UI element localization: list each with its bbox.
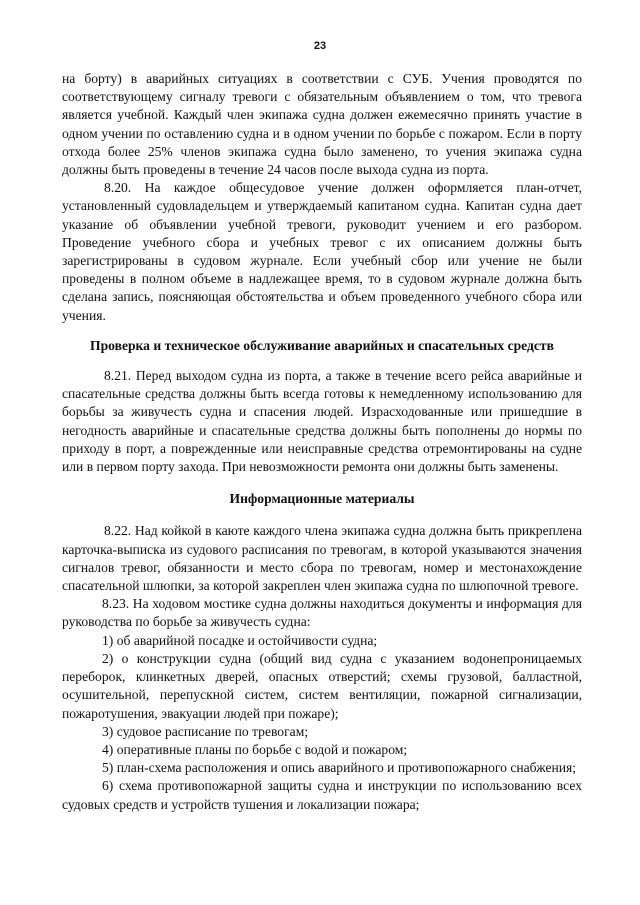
paragraph-8-22: 8.22. Над койкой в каюте каждого члена экипажа судна должна быть прикреплена карточка-выписка из судового расписания по тревогам, в которой указываются значения сигналов тревог, обязанности и место сбора по тревогам, номер и местонахождение спасательной шлюпки, за которой закреплен член экипажа судна по шлюпочной тревоге. (62, 523, 582, 594)
list-item: 1) об аварийной посадке и остойчивости судна; (102, 632, 378, 648)
list-item: 2) о конструкции судна (общий вид судна с указанием водонепроницаемых переборок, клинкетных дверей, опасных отверстий; схемы грузовой, балластной, осушительной, перепускной систем, систем вентиляции, пожарной сигнализации, пожаротушения, эвакуации людей при пожаре); (62, 650, 582, 721)
paragraph-8-20: 8.20. На каждое общесудовое учение должен оформляется план-отчет, установленный судовладельцем и утверждаемый капитаном судна. Капитан судна дает указание об объявлении учебной тревоги, руководит учением и его разбором. Проведение учебного сбора и учебных тревог с их описанием должны быть зарегистрированы в судовом журнале. Если учебный сбор или учение не были проведены в полном объеме в надлежащее время, то в судовом журнале должна быть сделана запись, поясняющая обстоятельства и объем проведенного учебного сбора или учения. (62, 180, 582, 323)
list-item: 4) оперативные планы по борьбе с водой и пожаром; (102, 741, 408, 757)
list-item: 3) судовое расписание по тревогам; (102, 723, 309, 739)
section-heading-inspection: Проверка и техническое обслуживание аварийных и спасательных средств (90, 337, 554, 353)
list-item: 6) схема противопожарной защиты судна и инструкции по использованию всех судовых средств и устройств тушения и локализации пожара; (62, 778, 582, 812)
section-heading-info: Информационные материалы (229, 491, 415, 507)
list-item: 5) план-схема расположения и опись аварийного и противопожарного снабжения; (102, 760, 577, 776)
paragraph-intro: на борту) в аварийных ситуациях в соответствии с СУБ. Учения проводятся по соответствующему сигналу тревоги с обязательным объявлением о том, что тревога является учебной. Каждый член экипажа судна должен ежемесячно принять участие в одном учении по оставлению судна и в одном учении по борьбе с пожаром. Если в порту отхода более 25% членов экипажа судна было заменено, то учения экипажа судна должны быть проведены в течение 24 часов после выхода судна из порта. (62, 71, 582, 178)
paragraph-8-23: 8.23. На ходовом мостике судна должны находиться документы и информация для руководства по борьбе за живучесть судна: (62, 596, 582, 630)
document-body (62, 70, 582, 814)
paragraph-8-21: 8.21. Перед выходом судна из порта, а также в течение всего рейса аварийные и спасательные средства должны быть всегда готовы к немедленному использованию для борьбы за живучесть судна и спасения людей. Израсходованные или пришедшие в негодность аварийные и спасательные средства должны быть пополнены до нормы по приходу в порт, а поврежденные или неисправные средства отремонтированы на судне или в первом порту захода. При невозможности ремонта они должны быть заменены. (62, 368, 582, 475)
page-number: 23 (313, 40, 327, 52)
